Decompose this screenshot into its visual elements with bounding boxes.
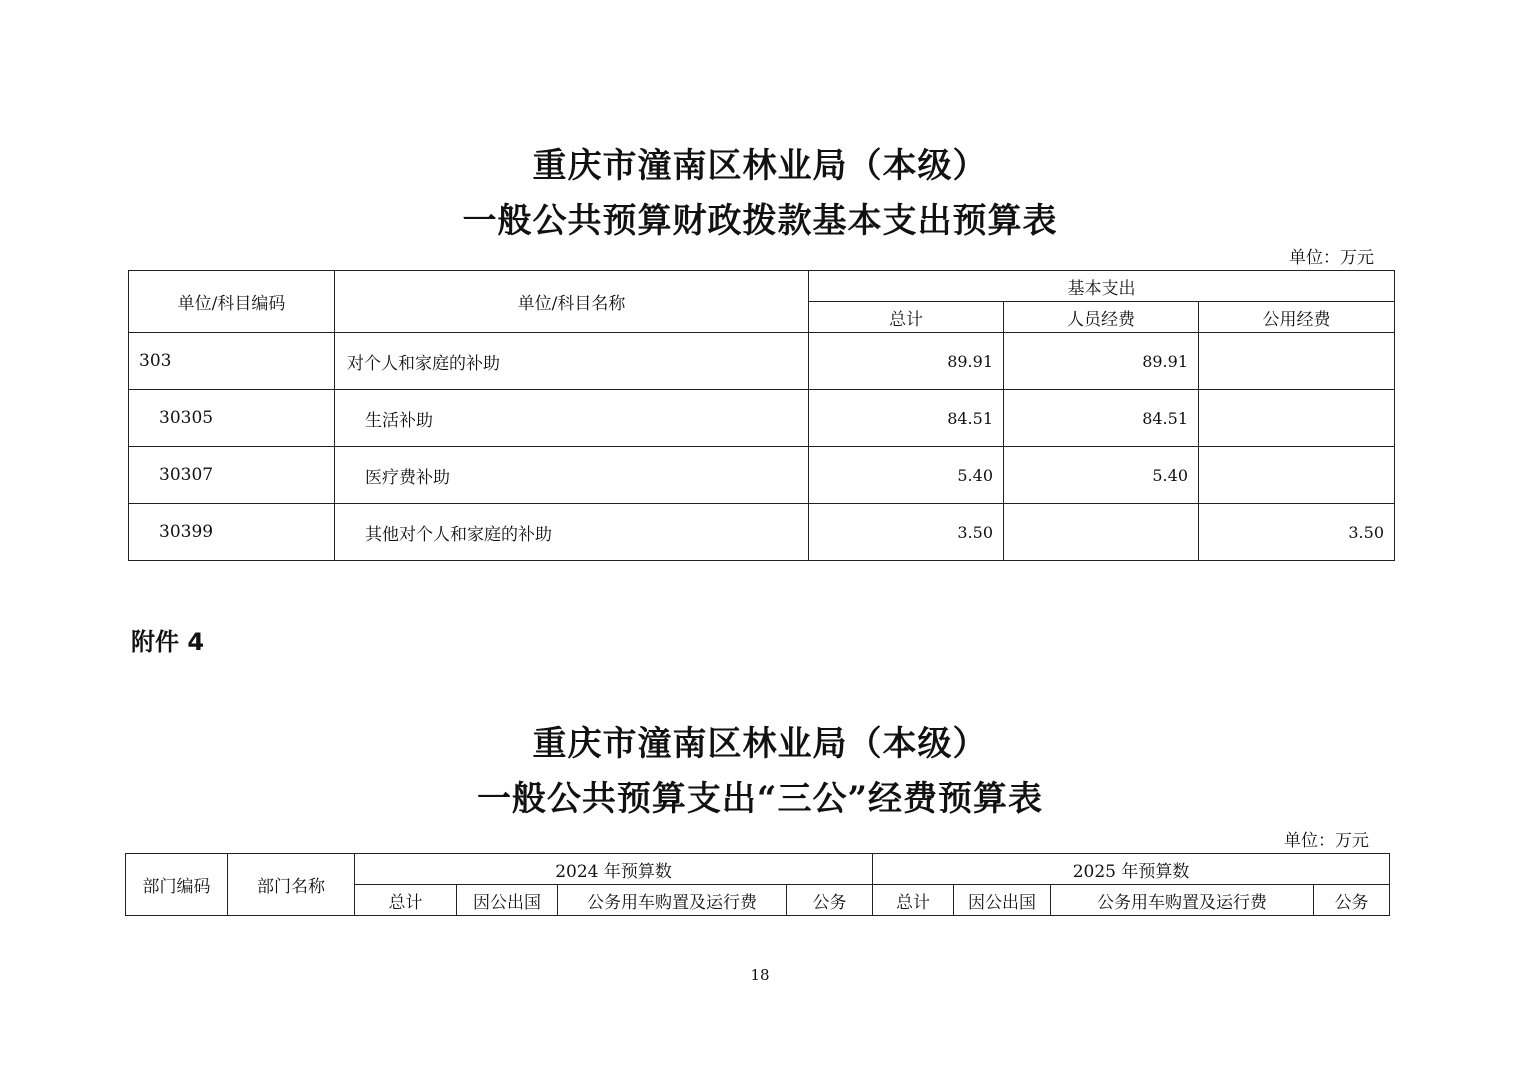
table2-title-line1: 重庆市潼南区林业局（本级） bbox=[532, 724, 988, 764]
row-name: 医疗费补助 bbox=[335, 447, 809, 504]
header-2024-total: 总计 bbox=[355, 885, 457, 916]
row-public bbox=[1199, 447, 1395, 504]
row-personnel: 84.51 bbox=[1004, 390, 1199, 447]
row-code: 303 bbox=[129, 333, 335, 390]
row-name: 其他对个人和家庭的补助 bbox=[335, 504, 809, 561]
row-code: 30307 bbox=[129, 447, 335, 504]
basic-expenditure-table bbox=[128, 270, 1395, 561]
row-total: 3.50 bbox=[809, 504, 1004, 561]
row-public bbox=[1199, 390, 1395, 447]
row-code: 30305 bbox=[129, 390, 335, 447]
header-2025-official: 公务 bbox=[1314, 885, 1390, 916]
header-code: 单位/科目编码 bbox=[129, 271, 335, 333]
header-dept-code: 部门编码 bbox=[126, 854, 228, 916]
header-personnel: 人员经费 bbox=[1004, 302, 1199, 333]
header-dept-name: 部门名称 bbox=[228, 854, 355, 916]
row-personnel: 89.91 bbox=[1004, 333, 1199, 390]
table1-title-line1: 重庆市潼南区林业局（本级） bbox=[532, 146, 988, 186]
row-personnel: 5.40 bbox=[1004, 447, 1199, 504]
row-personnel bbox=[1004, 504, 1199, 561]
page-number: 18 bbox=[750, 966, 770, 984]
header-total: 总计 bbox=[809, 302, 1004, 333]
header-public: 公用经费 bbox=[1199, 302, 1395, 333]
table1-title-line2: 一般公共预算财政拨款基本支出预算表 bbox=[462, 201, 1058, 241]
header-2024-overseas: 因公出国 bbox=[457, 885, 558, 916]
row-public: 3.50 bbox=[1199, 504, 1395, 561]
row-code: 30399 bbox=[129, 504, 335, 561]
row-public bbox=[1199, 333, 1395, 390]
header-2025-budget: 2025 年预算数 bbox=[873, 854, 1390, 885]
row-name: 对个人和家庭的补助 bbox=[335, 333, 809, 390]
row-total: 89.91 bbox=[809, 333, 1004, 390]
table1-unit-label: 单位：万元 bbox=[1289, 248, 1374, 268]
table2-unit-label: 单位：万元 bbox=[1284, 831, 1369, 851]
row-name: 生活补助 bbox=[335, 390, 809, 447]
header-2025-overseas: 因公出国 bbox=[954, 885, 1051, 916]
row-total: 84.51 bbox=[809, 390, 1004, 447]
header-2024-budget: 2024 年预算数 bbox=[355, 854, 873, 885]
header-2024-vehicle: 公务用车购置及运行费 bbox=[558, 885, 787, 916]
table-row bbox=[129, 504, 1395, 561]
table-row bbox=[129, 447, 1395, 504]
annex-label: 附件 4 bbox=[131, 628, 205, 656]
header-2024-official: 公务 bbox=[787, 885, 873, 916]
header-2025-vehicle: 公务用车购置及运行费 bbox=[1051, 885, 1314, 916]
row-total: 5.40 bbox=[809, 447, 1004, 504]
table-row bbox=[129, 390, 1395, 447]
three-public-expenses-table bbox=[125, 853, 1390, 916]
header-2025-total: 总计 bbox=[873, 885, 954, 916]
table-row bbox=[129, 333, 1395, 390]
table2-title-line2: 一般公共预算支出“三公”经费预算表 bbox=[476, 779, 1044, 819]
header-basic-expenditure: 基本支出 bbox=[809, 271, 1395, 302]
header-name: 单位/科目名称 bbox=[335, 271, 809, 333]
